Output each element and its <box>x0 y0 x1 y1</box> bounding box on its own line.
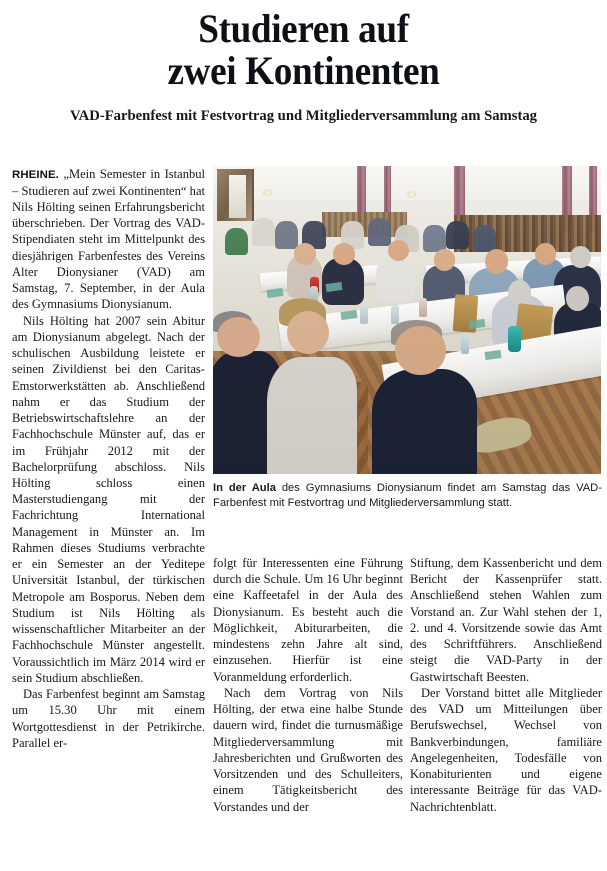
photo-person-back <box>423 225 446 253</box>
photo-wood-panelling <box>322 212 407 237</box>
photo-person-foreground <box>267 357 356 474</box>
photo-person-back <box>275 221 298 249</box>
paragraph <box>12 166 205 313</box>
caption-text: des Gymnasiums Dionysianum findet am Samstag das VAD-Farbenfest mit Festvortrag und Mitgliederversammlung statt. <box>213 482 602 509</box>
paragraph: Nils Hölting hat 2007 sein Abitur am Dionysianum abgelegt. Nach der schulischen Ausbildung leistete er seinen Zivildienst bei den Caritas-Emstorwerkstätten ab. Anschließend nahm er das Studium der Betriebswirtschaftslehre an der Fachhochschule Münster auf, das er im Frühjahr 2012 mit der Bachelorprüfung abschloss. Nils Hölting schloss einen Masterstudiengang mit der Fachrichtung International Management in Münster an. Im Rahmen dieses Studiums verbrachte er ein Semester an der Yeditepe Universität Istanbul, der türkischen Metropole am Bosporus. Neben dem Studium ist Nils Hölting als wissenschaftlicher Mitarbeiter an der Fachhochschule Münster angestellt. Voraussichtlich im März 2014 wird er sein Studium abschließen. <box>12 313 205 685</box>
photo-person-head <box>508 280 531 305</box>
photo-bottle <box>419 298 427 317</box>
photo-person-back <box>446 221 469 249</box>
photo-wall-lamp <box>407 191 416 198</box>
headline-line-1: Studieren auf <box>198 6 409 51</box>
photo-bottle <box>461 335 469 354</box>
photo-bottle <box>391 305 399 324</box>
photo-bottle-teal <box>508 326 521 352</box>
photo-person-mid <box>376 255 415 301</box>
photo-door-panel <box>229 175 246 218</box>
photo-person-head <box>570 246 591 268</box>
photo-person-back <box>368 218 391 246</box>
photo-person-head <box>485 249 508 274</box>
paragraph: Nach dem Vortrag von Nils Hölting, der etwa eine halbe Stunde dauern wird, findet die turnusmäßige Mitgliederversammlung mit Jahresberichten und Grußworten des Vorsitzenden und des Schulleiters, einem Tätigkeitsbericht des Vorstandes und der <box>213 685 403 814</box>
paragraph-text: „Mein Semester in Istanbul – Studieren auf zwei Kontinenten“ hat Nils Hölting seinen Erfahrungsbericht überschrieben. Der Vortrag des VAD-Stipendiaten steht im Mittelpunkt des diesjährigen Farbenfestes des Vereins Alter Dionysianer (VAD) am Samstag, 7. September, in der Aula des Gymnasiums Dionysianum. <box>12 167 205 312</box>
text-column-3 <box>410 555 602 815</box>
dateline: RHEINE. <box>12 169 59 181</box>
photo-person-head <box>566 286 589 311</box>
headline-line-2: zwei Kontinenten <box>167 48 440 94</box>
text-column-1 <box>12 166 205 751</box>
subheadline: VAD-Farbenfest mit Festvortrag und Mitgliederversammlung am Samstag <box>69 106 538 124</box>
paragraph: Der Vorstand bittet alle Mitglieder des VAD um Mitteilungen über Berufswechsel, Wechsel von Bankverbindungen, familiäre Angelegenheiten, Todesfälle von Konabiturienten und eigene interessante Beiträge für das VAD-Nachrichtenblatt. <box>410 685 602 814</box>
page-title <box>21 0 586 93</box>
photo-person-head <box>395 326 445 375</box>
photo-person-mid <box>322 258 365 304</box>
photo-person-head <box>217 317 260 357</box>
article-photo <box>213 166 601 474</box>
photo-person-foreground <box>372 369 477 474</box>
photo-bottle <box>360 305 368 324</box>
photo-scene <box>213 166 601 474</box>
photo-person-head <box>434 249 455 271</box>
photo-person-head <box>294 243 315 265</box>
photo-person-head <box>535 243 556 265</box>
photo-person-back <box>252 218 275 246</box>
paragraph: folgt für Interessenten eine Führung durch die Schule. Um 16 Uhr beginnt eine Kaffeetafel in der Aula des Dionysianum. Es besteht auch die Möglichkeit, Abiturarbeiten, die mindestens zehn Jahre alt sind, einzusehen. Hierfür ist eine Voranmeldung erforderlich. <box>213 556 403 684</box>
photo-person-head <box>333 243 354 265</box>
photo-person-back <box>473 225 496 253</box>
caption-lead: In der Aula <box>213 482 276 494</box>
photo-person-back <box>225 228 248 256</box>
paragraph: Das Farbenfest beginnt am Samstag um 15.30 Uhr mit einem Wortgottesdienst in der Petrikirche. Parallel er- <box>12 687 205 750</box>
text-column-2 <box>213 555 403 815</box>
photo-person-head <box>287 311 330 354</box>
photo-caption <box>213 481 602 511</box>
paragraph: Stiftung, dem Kassenbericht und dem Bericht der Kassenprüfer statt. Anschließend stehen Wahlen zum Vorstand an. Zur Wahl stehen der 1, 2. und 4. Vorsitzende sowie das Amt des Schriftführers. Anschließend steigt die VAD-Party in der Gastwirtschaft Beesten. <box>410 556 602 684</box>
